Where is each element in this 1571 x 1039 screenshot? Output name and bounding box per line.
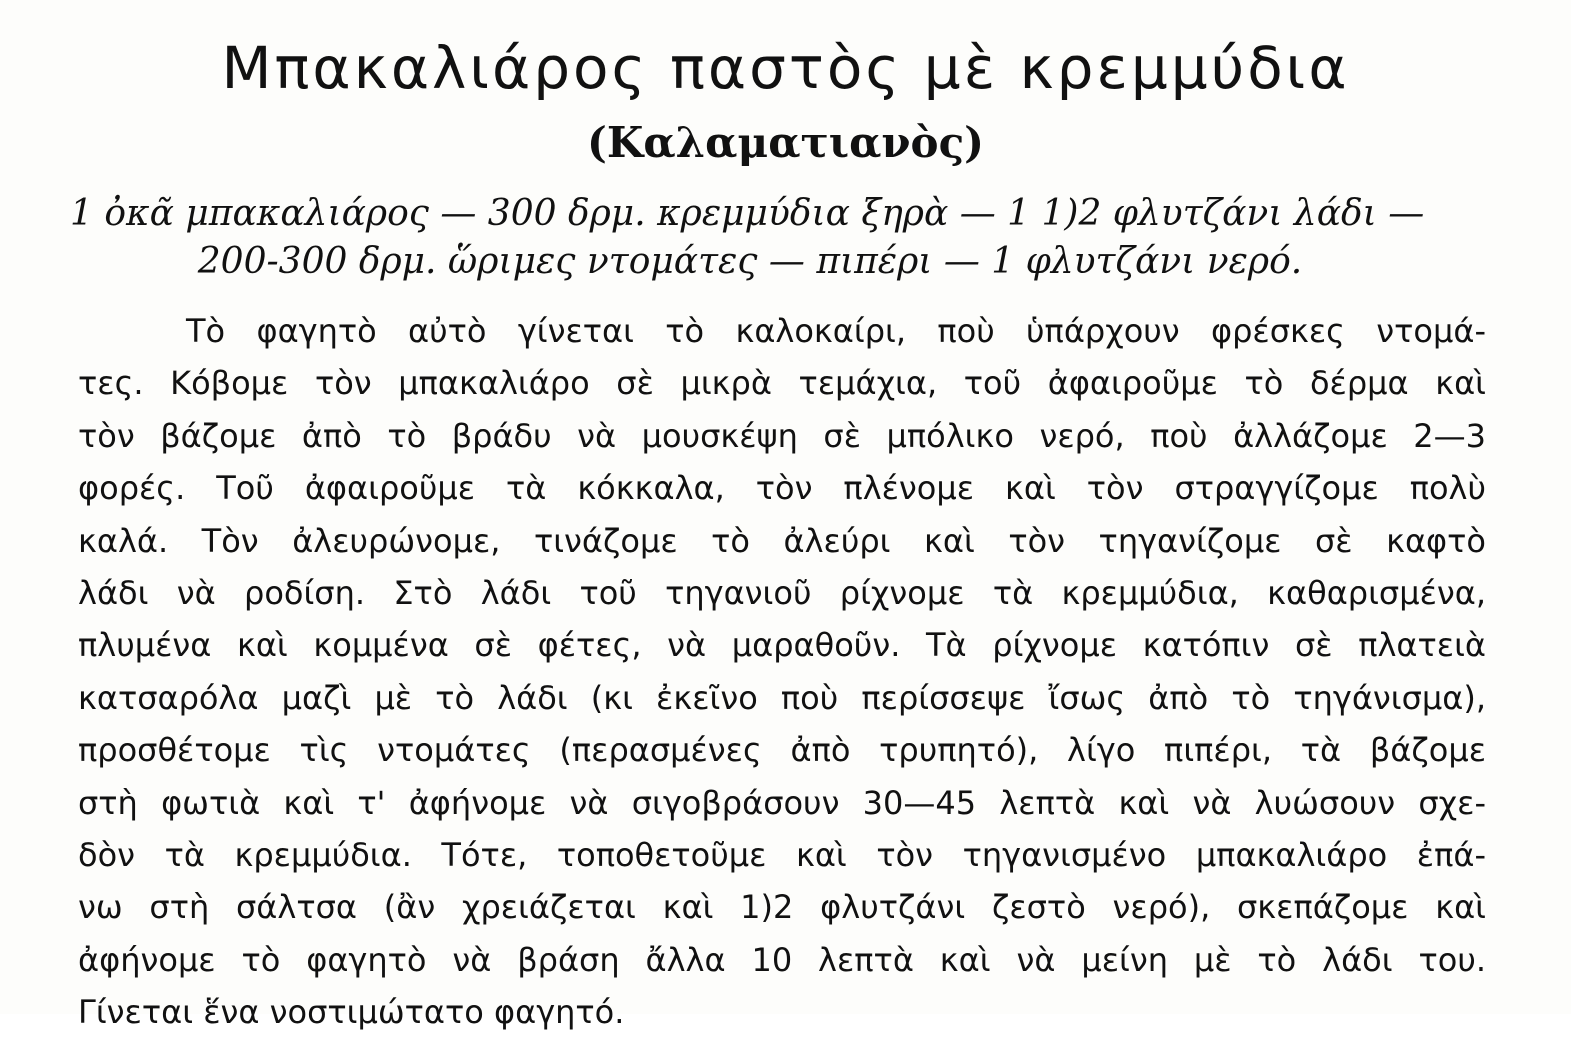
instruction-line: τὸν βάζομε ἀπὸ τὸ βράδυ νὰ μουσκέψη σὲ μπόλικο νερό, ποὺ ἀλλάζομε 2—3: [78, 416, 1486, 455]
instruction-line: Τὸ φαγητὸ αὐτὸ γίνεται τὸ καλοκαίρι, ποὺ ὑπάρχουν φρέσκες ντομά-: [186, 312, 1486, 350]
instruction-line: ἀφήνομε τὸ φαγητὸ νὰ βράση ἄλλα 10 λεπτὰ καὶ νὰ μείνη μὲ τὸ λάδι του.: [78, 940, 1486, 979]
instruction-line: δὸν τὰ κρεμμύδια. Τότε, τοποθετοῦμε καὶ τὸν τηγανισμένο μπακαλιάρο ἐπά-: [78, 836, 1486, 875]
instruction-line: κατσαρόλα μαζὶ μὲ τὸ λάδι (κι ἐκεῖνο ποὺ περίσσεψε ἴσως ἀπὸ τὸ τηγάνισμα),: [78, 678, 1486, 717]
recipe-subtitle: (Καλαματιανὸς): [586, 118, 985, 167]
instruction-line: καλά. Τὸν ἀλευρώνομε, τινάζομε τὸ ἀλεύρι καὶ τὸν τηγανίζομε σὲ καφτὸ: [78, 521, 1486, 560]
recipe-title: Μπακαλιάρος παστὸς μὲ κρεμμύδια: [221, 34, 1350, 102]
instruction-line: στὴ φωτιὰ καὶ τ' ἀφήνομε νὰ σιγοβράσουν 30—45 λεπτὰ καὶ νὰ λυώσουν σχε-: [78, 783, 1486, 822]
instruction-line: Γίνεται ἕνα νοστιμώτατο φαγητό.: [78, 993, 625, 1032]
instruction-line: προσθέτομε τὶς ντομάτες (περασμένες ἀπὸ τρυπητό), λίγο πιπέρι, τὰ βάζομε: [78, 731, 1486, 770]
instruction-line: φορές. Τοῦ ἀφαιροῦμε τὰ κόκκαλα, τὸν πλένομε καὶ τὸν στραγγίζομε πολὺ: [78, 469, 1486, 508]
ingredients-line: 1 ὀκᾶ μπακαλιάρος — 300 δρμ. κρεμμύδια ξηρὰ — 1 1)2 φλυτζάνι λάδι —: [70, 193, 1425, 234]
instruction-line: πλυμένα καὶ κομμένα σὲ φέτες, νὰ μαραθοῦν. Τὰ ρίχνομε κατόπιν σὲ πλατειὰ: [78, 626, 1486, 665]
instruction-line: λάδι νὰ ροδίση. Στὸ λάδι τοῦ τηγανιοῦ ρίχνομε τὰ κρεμμύδια, καθαρισμένα,: [78, 574, 1486, 613]
recipe-instructions: [78, 305, 1486, 1039]
ingredients-list: [70, 190, 1490, 286]
instruction-line: τες. Κόβομε τὸν μπακαλιάρο σὲ μικρὰ τεμάχια, τοῦ ἀφαιροῦμε τὸ δέρμα καὶ: [78, 364, 1486, 403]
instruction-line: νω στὴ σάλτσα (ἂν χρειάζεται καὶ 1)2 φλυτζάνι ζεστὸ νερό), σκεπάζομε καὶ: [78, 888, 1486, 927]
ingredients-line: 200-300 δρμ. ὥριμες ντομάτες — πιπέρι — 1 φλυτζάνι νερό.: [197, 241, 1303, 282]
